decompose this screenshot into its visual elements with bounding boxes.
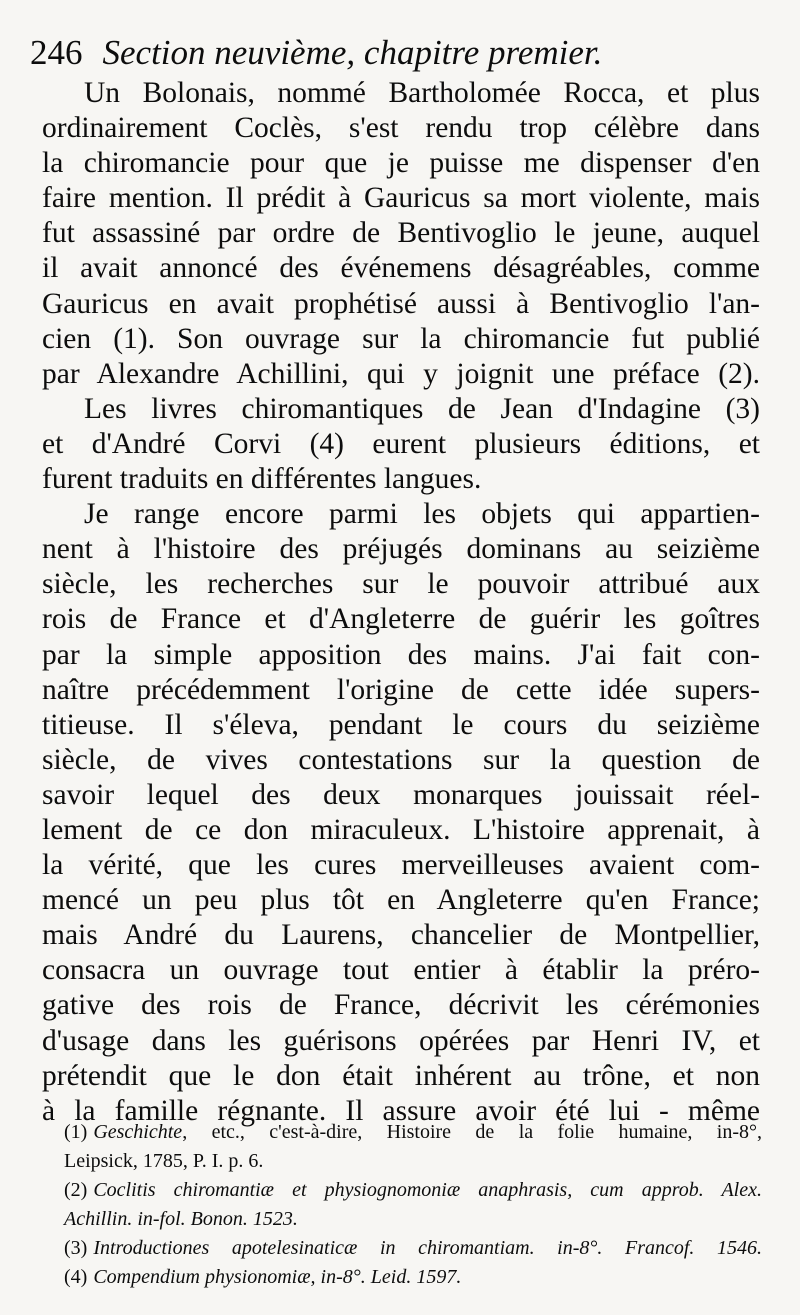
text-line: Un Bolonais, nommé Bartholomée Rocca, et plus: [84, 77, 760, 109]
text-line: à la famille régnante. Il assure avoir été lui - même: [42, 1094, 760, 1127]
footnote-marker: (2): [64, 1179, 88, 1201]
text-line: naître précédemment l'origine de cette idée supers-: [42, 673, 760, 706]
text-line: siècle, les recherches sur le pouvoir attribué aux: [42, 568, 760, 601]
footnote-marker: (4): [64, 1266, 88, 1288]
text-line: Je range encore parmi les objets qui appartien-: [84, 498, 760, 531]
text-line: la chiromancie pour que je puisse me dispenser d'en: [42, 147, 760, 180]
page-number: 246: [30, 33, 83, 72]
text-line: furent traduits en différentes langues.: [42, 463, 482, 496]
footnote-marker: (1): [64, 1121, 88, 1143]
footnote-2: [64, 1176, 762, 1205]
footnote-3: [64, 1234, 762, 1263]
text-line: d'usage dans les guérisons opérées par Henri IV, et: [42, 1024, 760, 1057]
text-line: faire mention. Il prédit à Gauricus sa mort violente, mais: [42, 182, 760, 215]
text-line: Gauricus en avait prophétisé aussi à Bentivoglio l'an-: [42, 287, 760, 320]
body-text: [42, 76, 760, 1129]
text-line: fut assassiné par ordre de Bentivoglio le jeune, auquel: [42, 217, 760, 250]
text-line: par la simple apposition des mains. J'ai fait con-: [42, 638, 760, 671]
text-line: prétendit que le don était inhérent au trône, et non: [42, 1059, 760, 1092]
text-line: cien (1). Son ouvrage sur la chiromancie fut publié: [42, 322, 760, 355]
text-line: rois de France et d'Angleterre de guérir les goîtres: [42, 603, 760, 636]
text-line: et d'André Corvi (4) eurent plusieurs éditions, et: [42, 427, 760, 460]
text-line: consacra un ouvrage tout entier à établir la préro-: [42, 954, 760, 987]
footnotes: [64, 1118, 762, 1292]
text-line: titieuse. Il s'éleva, pendant le cours du seizième: [42, 708, 760, 741]
text-line: savoir lequel des deux monarques jouissait réel-: [42, 778, 760, 811]
footnote-2-continued: Achillin. in-fol. Bonon. 1523.: [64, 1208, 298, 1230]
footnote-marker: (3): [64, 1237, 88, 1259]
text-line: nent à l'histoire des préjugés dominans au seizième: [42, 533, 760, 566]
text-line: Les livres chiromantiques de Jean d'Indagine (3): [84, 392, 760, 425]
footnote-title: Geschichte: [93, 1121, 183, 1143]
footnote-text: Compendium physionomiæ, in-8°. Leid. 1597.: [93, 1266, 462, 1288]
text-line: lement de ce don miraculeux. L'histoire apprenait, à: [42, 813, 760, 846]
text-line: mencé un peu plus tôt en Angleterre qu'en France;: [42, 884, 760, 917]
footnote-text: Coclitis chiromantiæ et physiognomoniæ anaphrasis, cum approb. Alex.: [93, 1179, 762, 1201]
text-line: ordinairement Coclès, s'est rendu trop célèbre dans: [42, 112, 760, 145]
footnote-1-continued: Leipsick, 1785, P. I. p. 6.: [64, 1150, 264, 1172]
text-line: siècle, de vives contestations sur la question de: [42, 743, 760, 776]
text-line: il avait annoncé des événemens désagréables, comme: [42, 252, 760, 285]
footnote-text: Introductiones apotelesinaticæ in chiromantiam. in-8°. Francof. 1546.: [93, 1237, 762, 1259]
footnote-1: [64, 1118, 762, 1147]
running-title: Section neuvième, chapitre premier.: [102, 33, 603, 72]
text-line: gative des rois de France, décrivit les cérémonies: [42, 989, 760, 1022]
text-line: par Alexandre Achillini, qui y joignit une préface (2).: [42, 357, 760, 390]
running-head: [30, 30, 770, 76]
footnote-text: , etc., c'est-à-dire, Histoire de la folie humaine, in-8°,: [182, 1121, 762, 1143]
text-line: mais André du Laurens, chancelier de Montpellier,: [42, 919, 760, 952]
text-line: la vérité, que les cures merveilleuses avaient com-: [42, 849, 760, 882]
footnote-4: [64, 1263, 762, 1292]
